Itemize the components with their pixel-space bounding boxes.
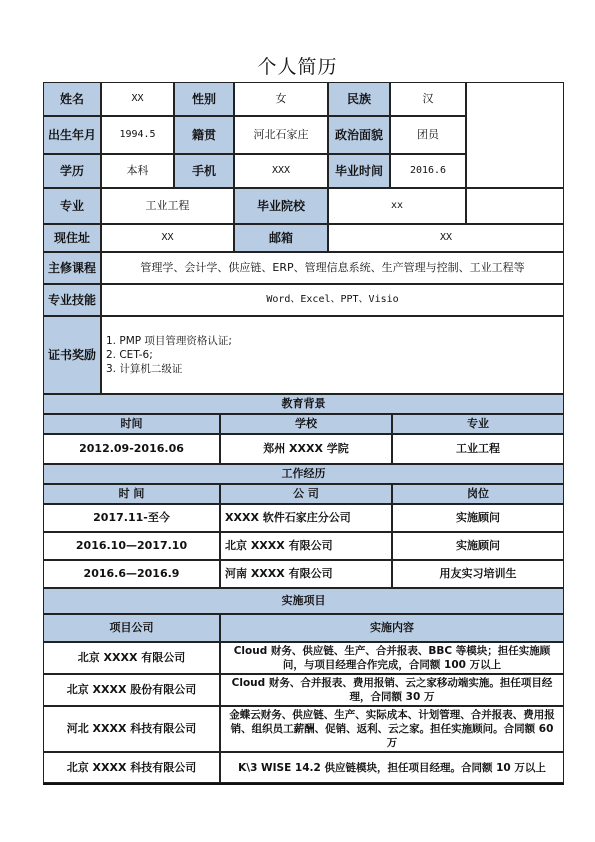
ethnicity-label: 民族 <box>328 82 390 116</box>
project-section-title: 实施项目 <box>43 588 564 614</box>
proj-content: K\3 WISE 14.2 供应链模块，担任项目经理。合同额 10 万以上 <box>220 752 564 783</box>
grad-time-value: 2016.6 <box>390 154 466 188</box>
work-time: 2016.6—2016.9 <box>43 560 220 588</box>
address-label: 现住址 <box>43 224 101 252</box>
birth-label: 出生年月 <box>43 116 101 154</box>
cert-list <box>101 316 564 394</box>
grad-time-label: 毕业时间 <box>328 154 390 188</box>
work-position: 用友实习培训生 <box>392 560 564 588</box>
gender-label: 性别 <box>174 82 234 116</box>
courses-value: 管理学、会计学、供应链、ERP、管理信息系统、生产管理与控制、工业工程等 <box>101 252 564 284</box>
cert-item: 3. 计算机二级证 <box>106 363 183 375</box>
work-company: XXXX 软件石家庄分公司 <box>220 504 392 532</box>
phone-value: XXX <box>234 154 328 188</box>
edu-header-time: 时间 <box>43 414 220 434</box>
proj-company: 北京 XXXX 有限公司 <box>43 642 220 674</box>
address-value: XX <box>101 224 234 252</box>
political-value: 团员 <box>390 116 466 154</box>
origin-label: 籍贯 <box>174 116 234 154</box>
email-value: XX <box>328 224 564 252</box>
education-label: 学历 <box>43 154 101 188</box>
proj-content: Cloud 财务、供应链、生产、合并报表、BBC 等模块；担任实施顾问，与项目经理合作完成，合同额 100 万以上 <box>220 642 564 674</box>
work-header-position: 岗位 <box>392 484 564 504</box>
cert-item: 1. PMP 项目管理资格认证; <box>106 335 232 347</box>
school-label: 毕业院校 <box>234 188 328 224</box>
edu-header-major: 专业 <box>392 414 564 434</box>
proj-company: 北京 XXXX 科技有限公司 <box>43 752 220 783</box>
blank-cell <box>466 188 564 224</box>
work-header-time: 时 间 <box>43 484 220 504</box>
gender-value: 女 <box>234 82 328 116</box>
cert-item: 2. CET-6; <box>106 349 153 361</box>
work-section-title: 工作经历 <box>43 464 564 484</box>
email-label: 邮箱 <box>234 224 328 252</box>
proj-company: 河北 XXXX 科技有限公司 <box>43 706 220 752</box>
major-value: 工业工程 <box>101 188 234 224</box>
education-section-title: 教育背景 <box>43 394 564 414</box>
edu-time: 2012.09-2016.06 <box>43 434 220 464</box>
birth-value: 1994.5 <box>101 116 174 154</box>
work-company: 北京 XXXX 有限公司 <box>220 532 392 560</box>
proj-content: Cloud 财务、合并报表、费用报销、云之家移动端实施。担任项目经理，合同额 30 万 <box>220 674 564 706</box>
edu-major: 工业工程 <box>392 434 564 464</box>
photo-area <box>466 82 564 188</box>
work-header-company: 公 司 <box>220 484 392 504</box>
skills-value: Word、Excel、PPT、Visio <box>101 284 564 316</box>
proj-header-content: 实施内容 <box>220 614 564 642</box>
work-company: 河南 XXXX 有限公司 <box>220 560 392 588</box>
education-value: 本科 <box>101 154 174 188</box>
political-label: 政治面貌 <box>328 116 390 154</box>
major-label: 专业 <box>43 188 101 224</box>
ethnicity-value: 汉 <box>390 82 466 116</box>
name-value: XX <box>101 82 174 116</box>
work-position: 实施顾问 <box>392 532 564 560</box>
skills-label: 专业技能 <box>43 284 101 316</box>
proj-header-company: 项目公司 <box>43 614 220 642</box>
school-value: xx <box>328 188 466 224</box>
resume-title: 个人简历 <box>257 56 338 78</box>
proj-content: 金蝶云财务、供应链、生产、实际成本、计划管理、合并报表、费用报销、组织员工薪酬、促销、返利、云之家。担任实施顾问。合同额 60 万 <box>220 706 564 752</box>
work-time: 2017.11-至今 <box>43 504 220 532</box>
edu-header-school: 学校 <box>220 414 392 434</box>
name-label: 姓名 <box>43 82 101 116</box>
cert-label: 证书奖励 <box>43 316 101 394</box>
courses-label: 主修课程 <box>43 252 101 284</box>
work-time: 2016.10—2017.10 <box>43 532 220 560</box>
edu-school: 郑州 XXXX 学院 <box>220 434 392 464</box>
phone-label: 手机 <box>174 154 234 188</box>
proj-company: 北京 XXXX 股份有限公司 <box>43 674 220 706</box>
work-position: 实施顾问 <box>392 504 564 532</box>
origin-value: 河北石家庄 <box>234 116 328 154</box>
